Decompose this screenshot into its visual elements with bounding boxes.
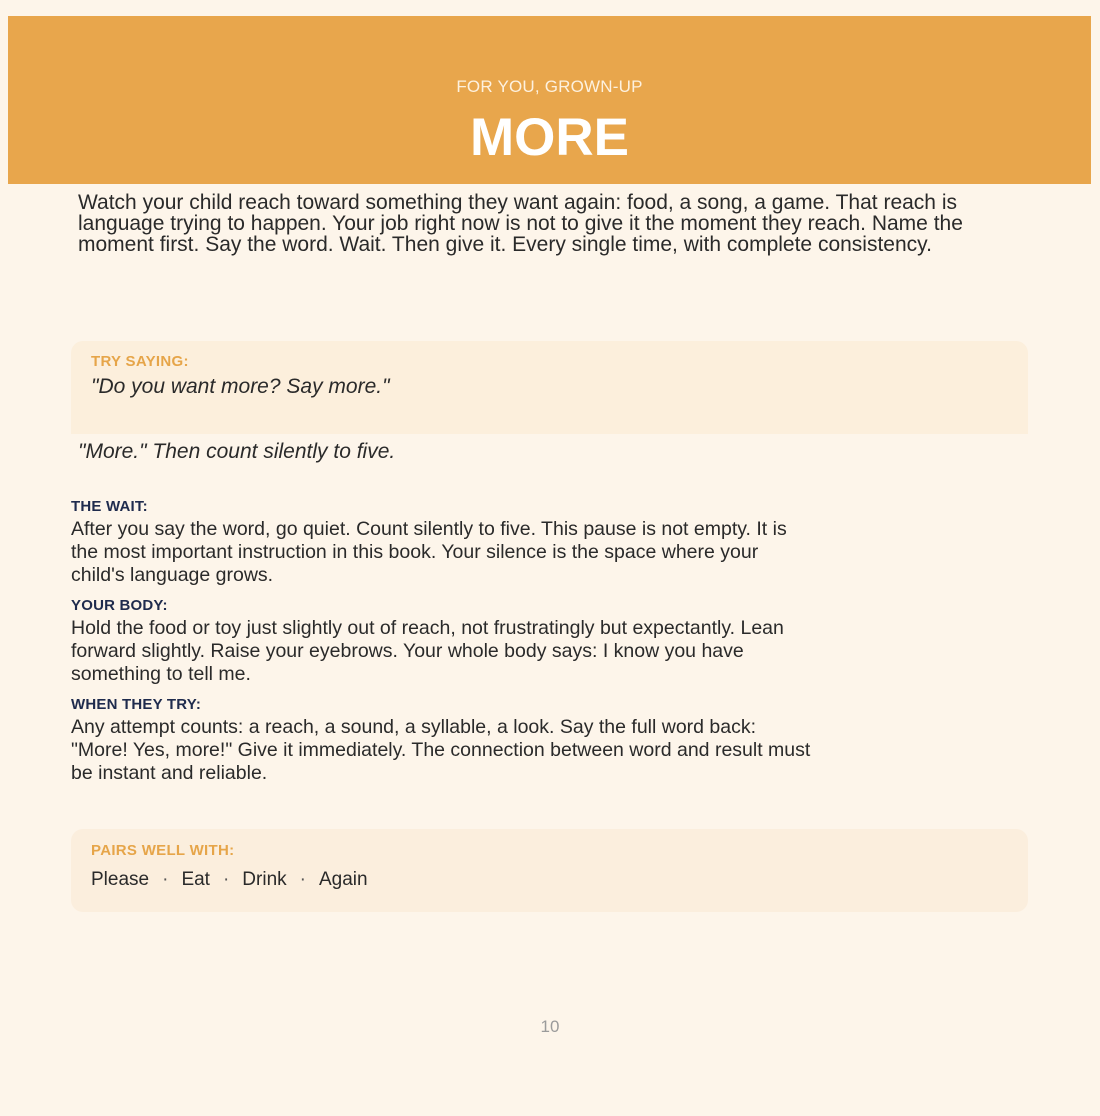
pair-word: Please — [91, 869, 150, 890]
section-label: YOUR BODY: — [71, 597, 168, 614]
page-header — [8, 16, 1091, 184]
section-body: Hold the food or toy just slightly out of reach, not frustratingly but expectantly. Lean forward slightly. Raise your eyebrows. Your whole body says: I know you have something to tell me. — [71, 617, 784, 685]
pair-word: Eat — [181, 869, 210, 890]
pairs-word-list — [91, 869, 368, 891]
section-body: Any attempt counts: a reach, a sound, a syllable, a look. Say the full word back: "More! Yes, more!" Give it immediately. The connection between word and result must be instant and reliable. — [71, 716, 811, 784]
separator-dot: · — [299, 869, 306, 890]
section-label: THE WAIT: — [71, 498, 148, 515]
try-saying-box — [71, 341, 1028, 434]
pair-word: Again — [318, 869, 368, 890]
pair-word: Drink — [242, 869, 287, 890]
pairs-well-with-label: PAIRS WELL WITH: — [91, 842, 235, 859]
header-eyebrow: FOR YOU, GROWN-UP — [456, 77, 643, 96]
intro-paragraph: Watch your child reach toward something they want again: food, a song, a game. That reach is language trying to happen. Your job right now is not to give it the moment they reach. Name the moment first. Say the word. Wait. Then give it. Every single time, with complete consistency. — [78, 191, 963, 256]
section-body: After you say the word, go quiet. Count silently to five. This pause is not empty. It is the most important instruction in this book. Your silence is the space where your child's language grows. — [71, 518, 787, 586]
section-label: WHEN THEY TRY: — [71, 696, 202, 713]
try-saying-label: TRY SAYING: — [91, 353, 189, 370]
section-your-body — [71, 597, 831, 686]
pairs-well-with-box — [71, 829, 1028, 912]
separator-dot: · — [222, 869, 230, 890]
page-number: 10 — [540, 1017, 560, 1036]
follow-up-phrase: "More." Then count silently to five. — [78, 440, 396, 463]
section-when-they-try — [71, 696, 816, 785]
page-title: MORE — [470, 108, 629, 167]
separator-dot: · — [162, 869, 169, 890]
try-saying-phrase: "Do you want more? Say more." — [91, 375, 390, 398]
section-the-wait — [71, 498, 811, 587]
